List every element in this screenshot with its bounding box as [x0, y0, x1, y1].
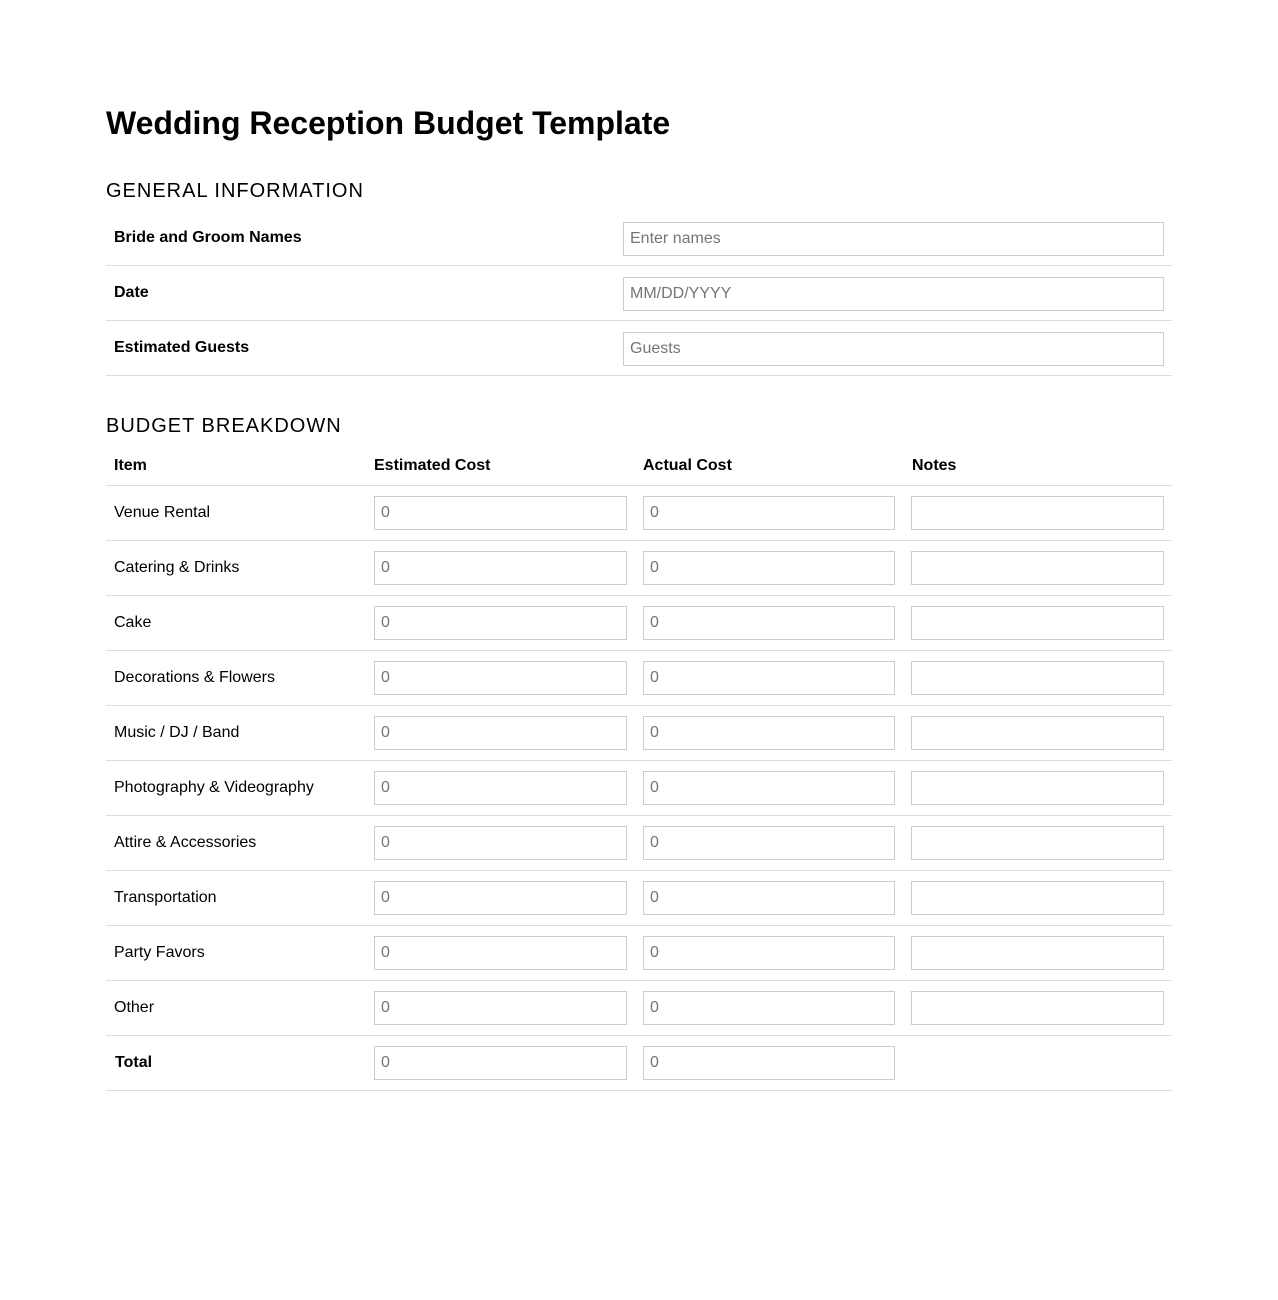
column-header-notes: Notes	[912, 457, 957, 474]
names-label: Bride and Groom Names	[114, 229, 302, 246]
item-label: Catering & Drinks	[114, 559, 240, 576]
estimated-cost-input[interactable]	[374, 991, 627, 1025]
notes-input[interactable]	[911, 826, 1164, 860]
estimated-cost-input[interactable]	[374, 661, 627, 695]
names-input[interactable]	[623, 222, 1164, 256]
table-row	[106, 981, 1172, 1036]
table-row	[106, 706, 1172, 761]
table-row	[106, 541, 1172, 596]
date-label: Date	[114, 284, 149, 301]
column-header-item: Item	[114, 457, 147, 474]
guests-label: Estimated Guests	[114, 339, 250, 356]
item-label: Venue Rental	[114, 504, 211, 521]
actual-cost-input[interactable]	[643, 881, 895, 915]
actual-cost-input[interactable]	[643, 771, 895, 805]
item-label: Attire & Accessories	[114, 834, 257, 851]
notes-input[interactable]	[911, 881, 1164, 915]
notes-input[interactable]	[911, 936, 1164, 970]
estimated-cost-input[interactable]	[374, 771, 627, 805]
estimated-cost-input[interactable]	[374, 881, 627, 915]
table-row	[106, 871, 1172, 926]
item-label: Transportation	[114, 889, 217, 906]
total-estimated-cost-input[interactable]	[374, 1046, 627, 1080]
item-label: Decorations & Flowers	[114, 669, 275, 686]
info-row-date	[106, 266, 1172, 321]
notes-input[interactable]	[911, 716, 1164, 750]
column-header-actual-cost: Actual Cost	[643, 457, 732, 474]
notes-input[interactable]	[911, 496, 1164, 530]
actual-cost-input[interactable]	[643, 496, 895, 530]
page-title: Wedding Reception Budget Template	[106, 105, 671, 141]
estimated-cost-input[interactable]	[374, 826, 627, 860]
actual-cost-input[interactable]	[643, 551, 895, 585]
item-label: Other	[114, 999, 155, 1016]
table-row	[106, 596, 1172, 651]
notes-input[interactable]	[911, 551, 1164, 585]
total-actual-cost-input[interactable]	[643, 1046, 895, 1080]
table-row	[106, 486, 1172, 541]
estimated-cost-input[interactable]	[374, 936, 627, 970]
total-row	[106, 1036, 1172, 1091]
item-label: Party Favors	[114, 944, 205, 961]
info-row-names	[106, 211, 1172, 266]
table-row	[106, 816, 1172, 871]
info-row-guests	[106, 321, 1172, 376]
item-label: Music / DJ / Band	[114, 724, 240, 741]
estimated-cost-input[interactable]	[374, 606, 627, 640]
estimated-cost-input[interactable]	[374, 551, 627, 585]
budget-table	[106, 446, 1172, 1091]
guests-input[interactable]	[623, 332, 1164, 366]
general-information-heading: GENERAL INFORMATION	[106, 180, 364, 202]
table-row	[106, 761, 1172, 816]
item-label: Photography & Videography	[114, 779, 314, 796]
item-label: Cake	[114, 614, 152, 631]
actual-cost-input[interactable]	[643, 936, 895, 970]
estimated-cost-input[interactable]	[374, 496, 627, 530]
actual-cost-input[interactable]	[643, 991, 895, 1025]
date-input[interactable]	[623, 277, 1164, 311]
actual-cost-input[interactable]	[643, 826, 895, 860]
notes-input[interactable]	[911, 606, 1164, 640]
notes-input[interactable]	[911, 771, 1164, 805]
budget-breakdown-heading: BUDGET BREAKDOWN	[106, 415, 342, 437]
actual-cost-input[interactable]	[643, 606, 895, 640]
notes-input[interactable]	[911, 991, 1164, 1025]
column-header-estimated-cost: Estimated Cost	[374, 457, 491, 474]
estimated-cost-input[interactable]	[374, 716, 627, 750]
table-row	[106, 926, 1172, 981]
actual-cost-input[interactable]	[643, 716, 895, 750]
general-information-table	[106, 211, 1172, 376]
table-row	[106, 651, 1172, 706]
actual-cost-input[interactable]	[643, 661, 895, 695]
budget-table-header	[106, 446, 1172, 486]
notes-input[interactable]	[911, 661, 1164, 695]
total-label: Total	[115, 1054, 153, 1071]
